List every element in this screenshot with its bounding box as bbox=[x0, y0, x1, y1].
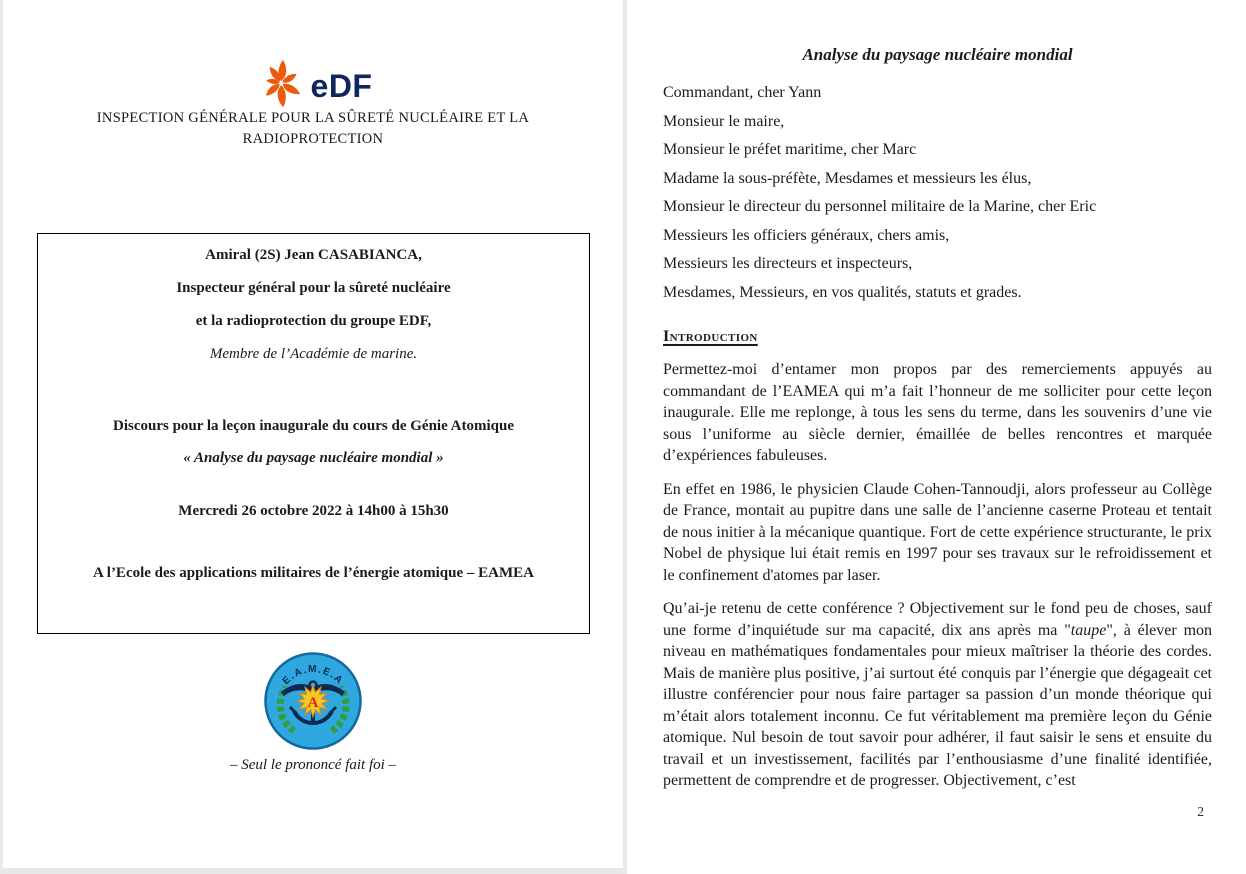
salutation-line: Monsieur le maire, bbox=[663, 112, 785, 130]
speaker-role-line2: et la radioprotection du groupe EDF, bbox=[195, 313, 432, 329]
paragraph-3-text: ", à élever mon niveau en mathématiques fondamentales pour mieux maîtriser la théorie des cordes. Mais de manière plus positive, j’ai surtout été conquis par l’énergie que dégageait cet illustre conférencier pour nous faire partager sa passion d’un monde théorique qui m’était alors totalement inconnu. Ce fut véritablement ma première leçon du Génie atomique. Nul besoin de tout savoir pour adhérer, il faut saisir le sens et ensuite du travail et un investissement, facilités par l’enthousiasme d’une finalité identifiée, permettent de comprendre et de progresser. Objectivement, c’est bbox=[663, 621, 1213, 789]
page-1 bbox=[3, 0, 623, 868]
paragraph-3-italic-word: taupe bbox=[1070, 621, 1107, 639]
paragraph-1: Permettez-moi d’entamer mon propos par des remerciements appuyés au commandant de l’EAMEA qui m’a fait l’honneur de me solliciter pour cette leçon inaugurale. Elle me replonge, à tous les sens du terme, dans les souvenirs d’une vie sous l’uniforme au siècle dernier, émaillée de belles rencontres et marquée d’expériences fabuleuses. bbox=[663, 361, 1212, 464]
speaker-name: Amiral (2S) Jean CASABIANCA, bbox=[205, 247, 422, 263]
speech-datetime: Mercredi 26 octobre 2022 à 14h00 à 15h30 bbox=[178, 503, 449, 519]
edf-flame-icon bbox=[254, 56, 306, 108]
salutation-line: Messieurs les officiers généraux, chers amis, bbox=[663, 226, 950, 244]
eamea-seal-icon bbox=[263, 651, 363, 751]
salutation-line: Monsieur le directeur du personnel militaire de la Marine, cher Eric bbox=[663, 198, 1097, 215]
seal-arc-text: E.A.M.E.A bbox=[280, 664, 346, 687]
doc-title: Analyse du paysage nucléaire mondial bbox=[802, 45, 1073, 64]
paragraph-3 bbox=[663, 598, 1212, 792]
page-2-content bbox=[663, 0, 1212, 792]
salutation-line: Commandant, cher Yann bbox=[663, 84, 822, 101]
eamea-seal bbox=[263, 651, 363, 751]
speech-location: A l’Ecole des applications militaires de l’énergie atomique – EAMEA bbox=[93, 565, 534, 581]
speaker-role-line1: Inspecteur général pour la sûreté nucléaire bbox=[176, 280, 451, 296]
section-heading-introduction: Introduction bbox=[663, 328, 758, 345]
speech-occasion: Discours pour la leçon inaugurale du cours de Génie Atomique bbox=[112, 418, 514, 434]
paragraph-3-text: Qu’ai-je retenu de cette conférence ? Objectivement sur le fond peu de choses, sauf une forme d’inquiétude sur ma capacité, dix ans après ma " bbox=[663, 600, 1212, 639]
page-2 bbox=[627, 0, 1246, 874]
edf-wordmark: eDF bbox=[310, 68, 373, 104]
org-title: INSPECTION GÉNÉRALE POUR LA SÛRETÉ NUCLÉAIRE ET LA RADIOPROTECTION bbox=[96, 110, 530, 147]
speaker-affiliation: Membre de l’Académie de marine. bbox=[209, 346, 418, 362]
salutations bbox=[663, 82, 1212, 303]
speech-cover-box bbox=[37, 233, 590, 634]
salutation-line: Mesdames, Messieurs, en vos qualités, statuts et grades. bbox=[663, 283, 1022, 301]
salutation-line: Madame la sous-préfète, Mesdames et messieurs les élus, bbox=[663, 169, 1032, 187]
edf-logo bbox=[3, 56, 623, 108]
footer-note: – Seul le prononcé fait foi – bbox=[229, 757, 397, 773]
salutation-line: Monsieur le préfet maritime, cher Marc bbox=[663, 141, 917, 158]
seal-center-letter: A bbox=[307, 695, 319, 711]
page-number: 2 bbox=[1197, 804, 1204, 819]
speech-subtitle: « Analyse du paysage nucléaire mondial » bbox=[183, 450, 444, 466]
paragraph-2: En effet en 1986, le physicien Claude Cohen-Tannoudji, alors professeur au Collège de France, montait au pupitre dans une salle de l’ancienne caserne Proteau et tentait de nous initier à la mécanique quantique. Fort de cette expérience structurante, le prix Nobel de physique lui était remis en 1997 pour ses travaux sur le refroidissement et le confinement d'atomes par laser. bbox=[663, 480, 1212, 584]
salutation-line: Messieurs les directeurs et inspecteurs, bbox=[663, 255, 913, 272]
